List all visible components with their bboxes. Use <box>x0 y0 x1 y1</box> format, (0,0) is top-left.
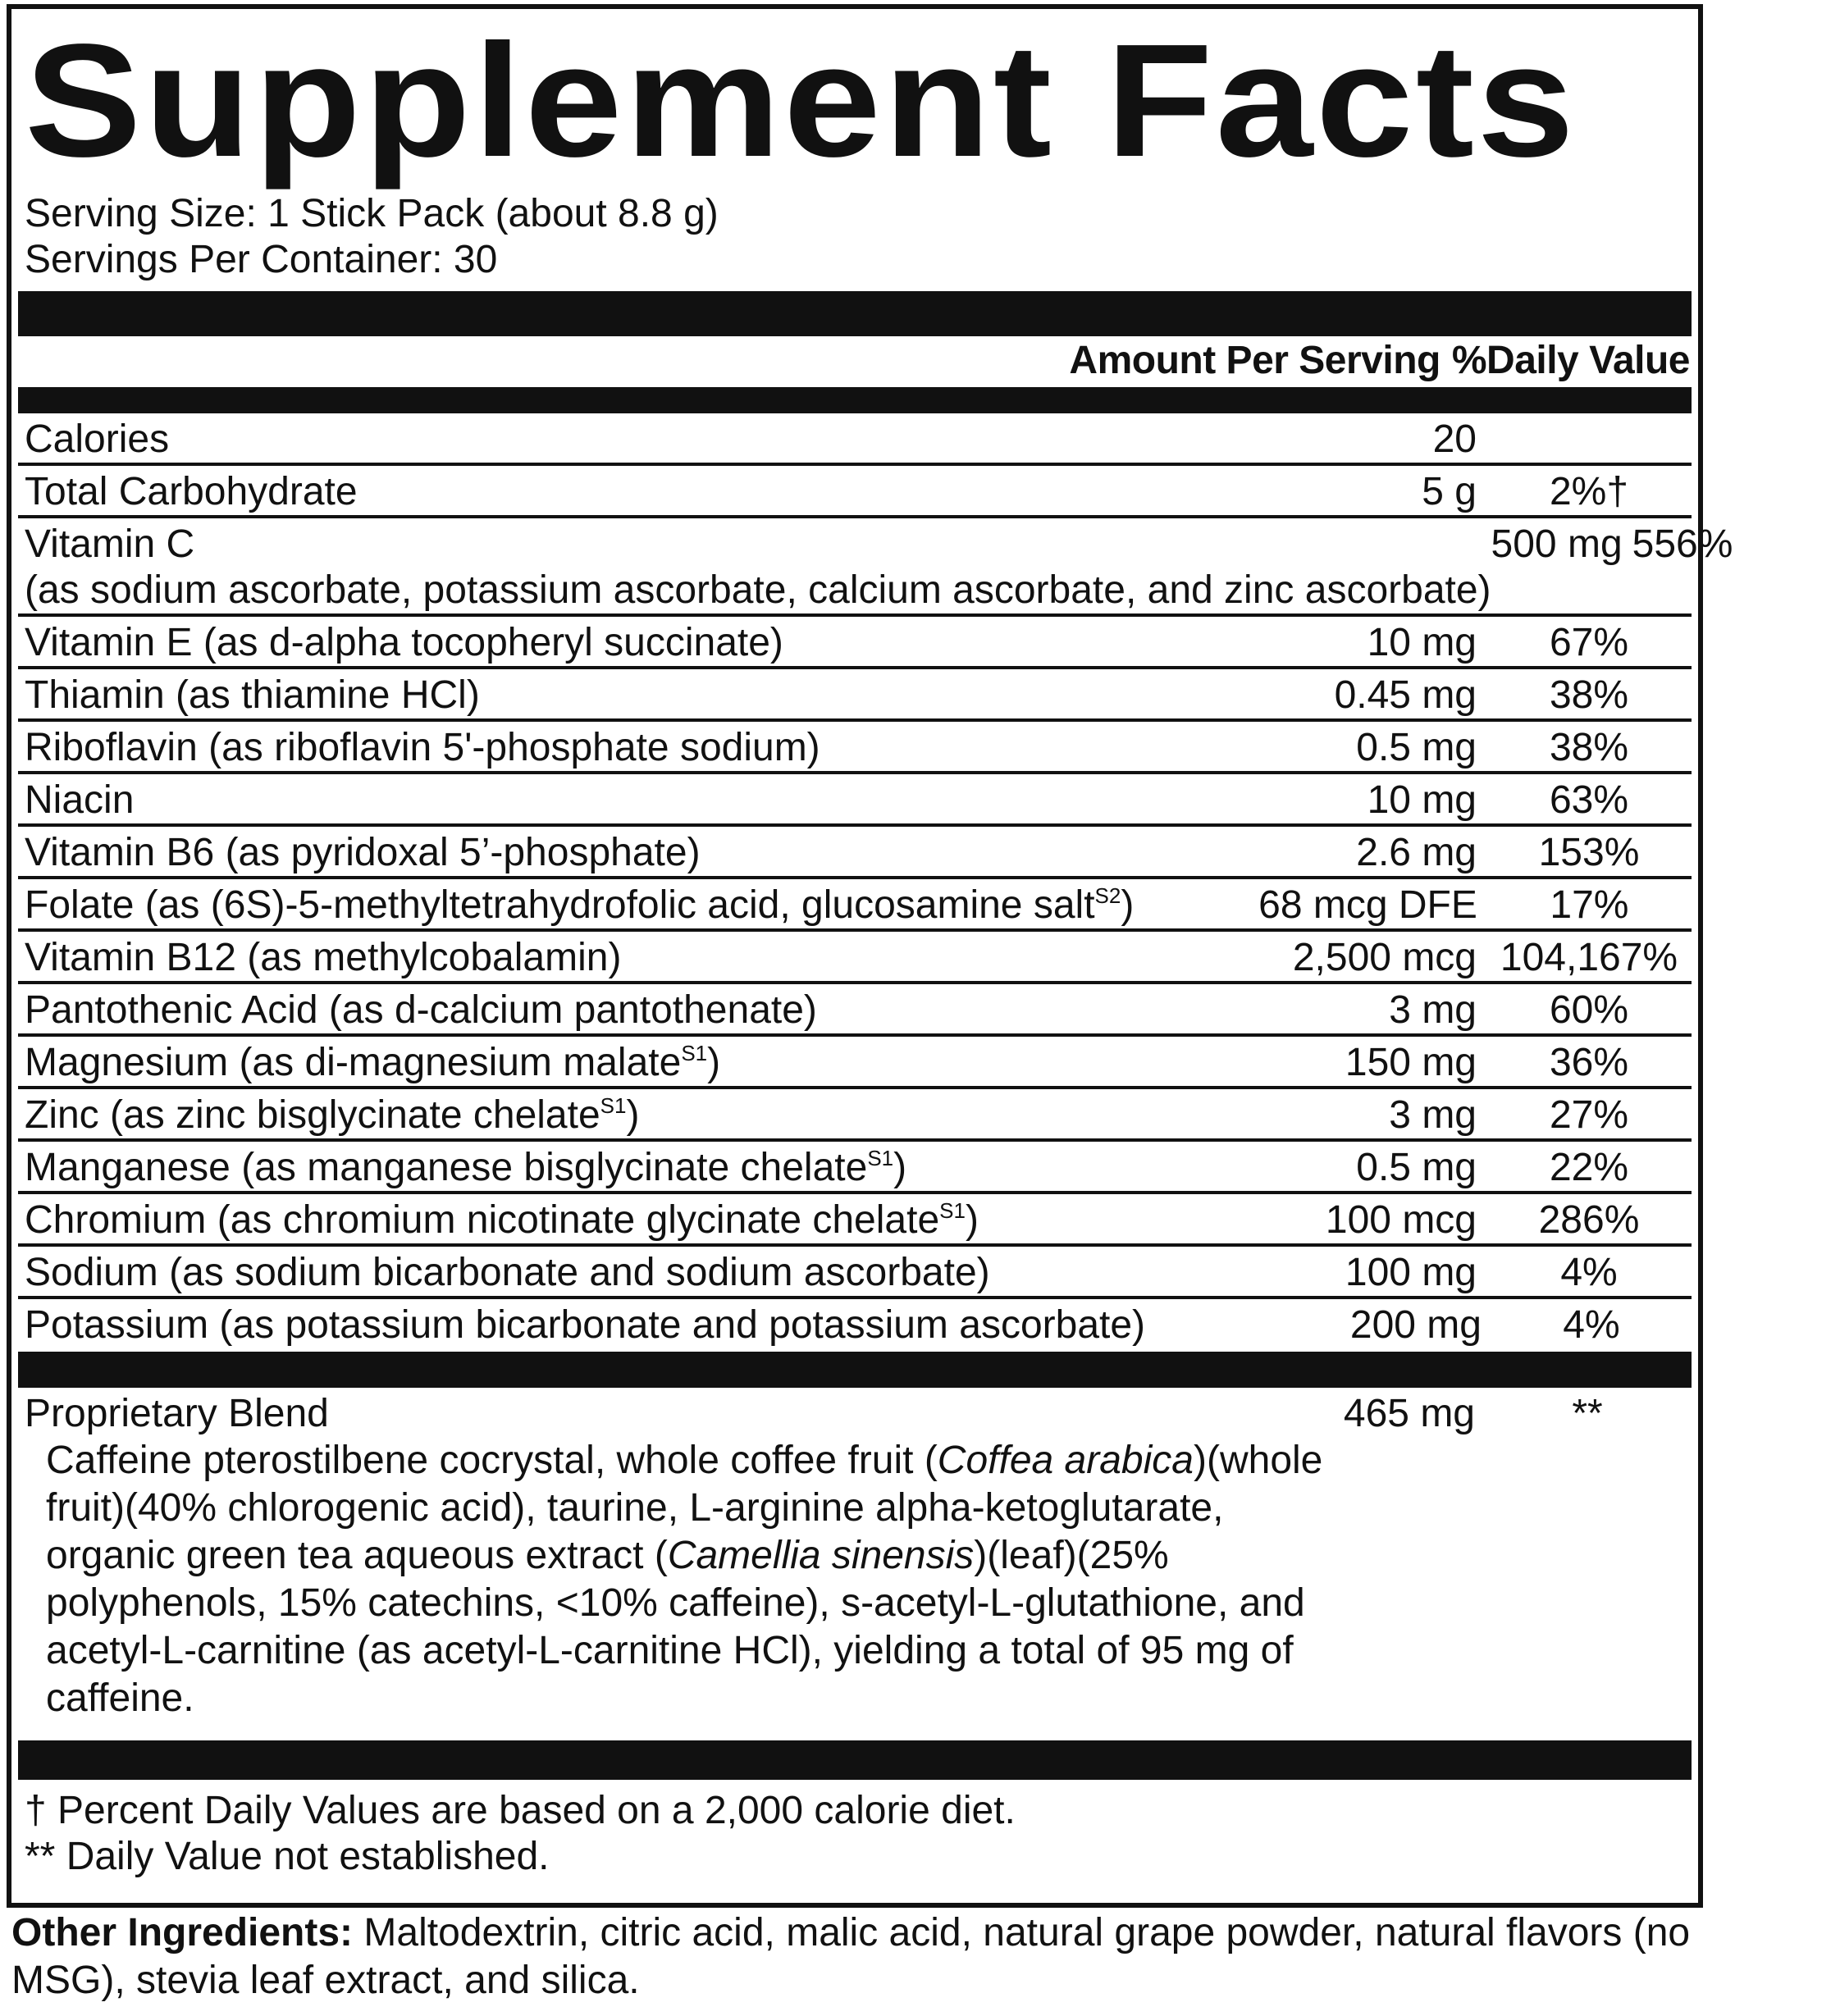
nutrient-name-text: Chromium (as chromium nicotinate glycinate chelate <box>25 1198 940 1242</box>
nutrient-name-text: Vitamin C <box>25 522 195 566</box>
nutrient-amount: 100 mcg <box>1325 1198 1477 1242</box>
nutrient-name-text: Calories <box>25 417 170 461</box>
serving-info <box>25 191 1690 283</box>
nutrient-amount: 5 g <box>1422 470 1477 513</box>
nutrient-name-suffix: ) <box>626 1093 640 1137</box>
nutrient-dv: 63% <box>1549 778 1629 822</box>
nutrient-name-text: Sodium (as sodium bicarbonate and sodium ascorbate) <box>25 1251 990 1294</box>
nutrient-name-text: Vitamin E (as d-alpha tocopheryl succinate) <box>25 621 783 664</box>
nutrient-amount: 20 <box>1432 417 1477 461</box>
nutrient-name-text: Vitamin B12 (as methylcobalamin) <box>25 936 622 979</box>
nutrient-name <box>25 935 1132 981</box>
proprietary-blend <box>18 1388 1690 1722</box>
nutrient-dv: 22% <box>1549 1146 1629 1189</box>
nutrient-name <box>25 778 1132 823</box>
nutrient-row <box>18 879 1692 932</box>
nutrient-row <box>18 774 1692 827</box>
nutrient-dv: 286% <box>1538 1198 1640 1242</box>
nutrient-row <box>18 1037 1692 1089</box>
nutrient-name <box>25 1040 1132 1086</box>
nutrient-name-text: Zinc (as zinc bisglycinate chelate <box>25 1093 600 1137</box>
footnotes <box>25 1780 1690 1880</box>
nutrient-amount: 150 mg <box>1345 1041 1477 1084</box>
nutrient-row <box>18 1194 1692 1247</box>
nutrient-name <box>25 673 1132 718</box>
nutrient-amount: 2.6 mg <box>1356 831 1477 874</box>
blend-desc-italic: Camellia sinensis <box>667 1534 975 1577</box>
nutrient-row <box>18 722 1692 774</box>
nutrient-footnote-mark: S1 <box>867 1146 894 1170</box>
nutrient-name <box>25 830 1132 876</box>
nutrient-dv: 38% <box>1549 726 1629 769</box>
nutrient-row <box>18 413 1692 466</box>
nutrient-name <box>25 883 1134 928</box>
blend-dv: ** <box>1572 1392 1603 1435</box>
blend-desc-text: )(leaf)(25% polyphenols, 15% catechins, <10% caffeine), s-acetyl-L-glutathione, and acetyl-L-carnitine (as acetyl-L-carnitine HCl), yielding a total of 95 mg of caffeine. <box>46 1534 1305 1720</box>
nutrient-dv: 556% <box>1632 522 1733 566</box>
nutrient-row <box>18 617 1692 669</box>
nutrient-name-text: Magnesium (as di-magnesium malate <box>25 1041 682 1084</box>
nutrient-name-text: Thiamin (as thiamine HCl) <box>25 673 480 717</box>
nutrient-name <box>25 522 1491 613</box>
blend-desc-text: )(whole fruit)(40% chlorogenic acid), taurine, L-arginine alpha-ketoglutarate, organic green tea aqueous extract ( <box>46 1439 1323 1577</box>
nutrient-name-text: Folate (as (6S)-5-methyltetrahydrofolic acid, glucosamine salt <box>25 883 1095 927</box>
nutrient-row <box>18 1142 1692 1194</box>
dv-header: %Daily Value <box>1451 339 1690 382</box>
amount-header: Amount Per Serving <box>1069 339 1440 382</box>
nutrient-row <box>18 1247 1692 1299</box>
nutrient-footnote-mark: S1 <box>600 1093 627 1118</box>
panel-title: Supplement Facts <box>25 11 1577 190</box>
nutrient-row <box>18 1299 1692 1352</box>
footnote-dagger: † Percent Daily Values are based on a 2,000 calorie diet. <box>25 1789 1016 1832</box>
nutrient-dv: 4% <box>1563 1303 1620 1347</box>
nutrient-name-suffix: ) <box>965 1198 979 1242</box>
nutrient-name <box>25 1302 1145 1348</box>
nutrient-source: (as sodium ascorbate, potassium ascorbate, calcium ascorbate, and zinc ascorbate) <box>25 568 1491 612</box>
nutrient-amount: 10 mg <box>1367 778 1477 822</box>
nutrient-name <box>25 1197 1132 1243</box>
nutrient-name <box>25 620 1132 666</box>
thick-divider <box>18 387 1692 413</box>
thick-divider <box>18 1740 1692 1780</box>
nutrient-name <box>25 469 1132 515</box>
nutrient-dv: 17% <box>1550 883 1629 927</box>
nutrient-name-text: Manganese (as manganese bisglycinate chelate <box>25 1146 868 1189</box>
nutrient-amount: 0.5 mg <box>1356 726 1477 769</box>
nutrient-footnote-mark: S1 <box>681 1041 708 1065</box>
nutrient-row <box>18 984 1692 1037</box>
nutrient-row <box>18 466 1692 518</box>
blend-description <box>25 1437 1690 1722</box>
nutrient-amount: 500 mg <box>1491 522 1623 566</box>
servings-per-container: Servings Per Container: 30 <box>25 238 498 281</box>
nutrient-amount: 68 mcg DFE <box>1258 883 1477 927</box>
nutrient-dv: 4% <box>1560 1251 1618 1294</box>
nutrient-amount: 0.45 mg <box>1334 673 1477 717</box>
nutrient-footnote-mark: S2 <box>1094 883 1121 908</box>
nutrient-row <box>18 518 1733 617</box>
nutrient-dv: 153% <box>1538 831 1640 874</box>
serving-size: Serving Size: 1 Stick Pack (about 8.8 g) <box>25 192 719 235</box>
nutrient-name-text: Riboflavin (as riboflavin 5'-phosphate sodium) <box>25 726 820 769</box>
nutrient-name <box>25 987 1132 1033</box>
blend-desc-italic: Coffea arabica <box>937 1439 1194 1482</box>
nutrient-name <box>25 417 1132 463</box>
nutrient-name-text: Pantothenic Acid (as d-calcium pantothenate) <box>25 988 817 1032</box>
nutrient-amount: 10 mg <box>1367 621 1477 664</box>
nutrient-name-suffix: ) <box>893 1146 907 1189</box>
nutrient-name <box>25 1145 1132 1191</box>
nutrient-dv: 36% <box>1549 1041 1629 1084</box>
nutrient-row <box>18 1089 1692 1142</box>
column-header <box>25 336 1690 387</box>
nutrient-dv: 27% <box>1549 1093 1629 1137</box>
other-ingredients-label: Other Ingredients: <box>11 1911 354 1954</box>
nutrient-row <box>18 932 1692 984</box>
nutrient-row <box>18 669 1692 722</box>
nutrient-name <box>25 1092 1132 1138</box>
nutrient-dv: 60% <box>1549 988 1629 1032</box>
thick-divider <box>18 1352 1692 1388</box>
nutrient-amount: 0.5 mg <box>1356 1146 1477 1189</box>
nutrient-row <box>18 827 1692 879</box>
nutrient-amount: 2,500 mcg <box>1292 936 1477 979</box>
nutrient-amount: 200 mg <box>1349 1303 1482 1347</box>
blend-amount: 465 mg <box>1343 1392 1475 1435</box>
thick-divider <box>18 291 1692 336</box>
nutrient-dv: 38% <box>1549 673 1629 717</box>
other-ingredients <box>11 1909 1701 2005</box>
nutrient-name <box>25 725 1132 771</box>
nutrient-amount: 3 mg <box>1389 988 1477 1032</box>
footnote-double-star: ** Daily Value not established. <box>25 1835 550 1878</box>
blend-name: Proprietary Blend <box>25 1392 329 1435</box>
nutrient-name <box>25 1250 1132 1296</box>
nutrient-name-text: Total Carbohydrate <box>25 470 358 513</box>
nutrient-dv: 67% <box>1549 621 1629 664</box>
nutrient-amount: 3 mg <box>1389 1093 1477 1137</box>
nutrient-name-suffix: ) <box>1121 883 1135 927</box>
nutrient-name-text: Niacin <box>25 778 135 822</box>
blend-desc-text: Caffeine pterostilbene cocrystal, whole coffee fruit ( <box>46 1439 938 1482</box>
nutrient-amount: 100 mg <box>1345 1251 1477 1294</box>
nutrient-table <box>25 413 1733 1352</box>
other-ingredients-text: Maltodextrin, citric acid, malic acid, natural grape powder, natural flavors (no MSG), stevia leaf extract, and silica. <box>11 1911 1691 2002</box>
nutrient-dv: 2%† <box>1549 470 1629 513</box>
nutrient-name-text: Vitamin B6 (as pyridoxal 5’-phosphate) <box>25 831 701 874</box>
nutrient-name-suffix: ) <box>707 1041 721 1084</box>
nutrient-footnote-mark: S1 <box>939 1198 966 1223</box>
nutrient-dv: 104,167% <box>1500 936 1678 979</box>
nutrient-name-text: Potassium (as potassium bicarbonate and potassium ascorbate) <box>25 1303 1146 1347</box>
supplement-facts-panel <box>7 4 1733 1908</box>
